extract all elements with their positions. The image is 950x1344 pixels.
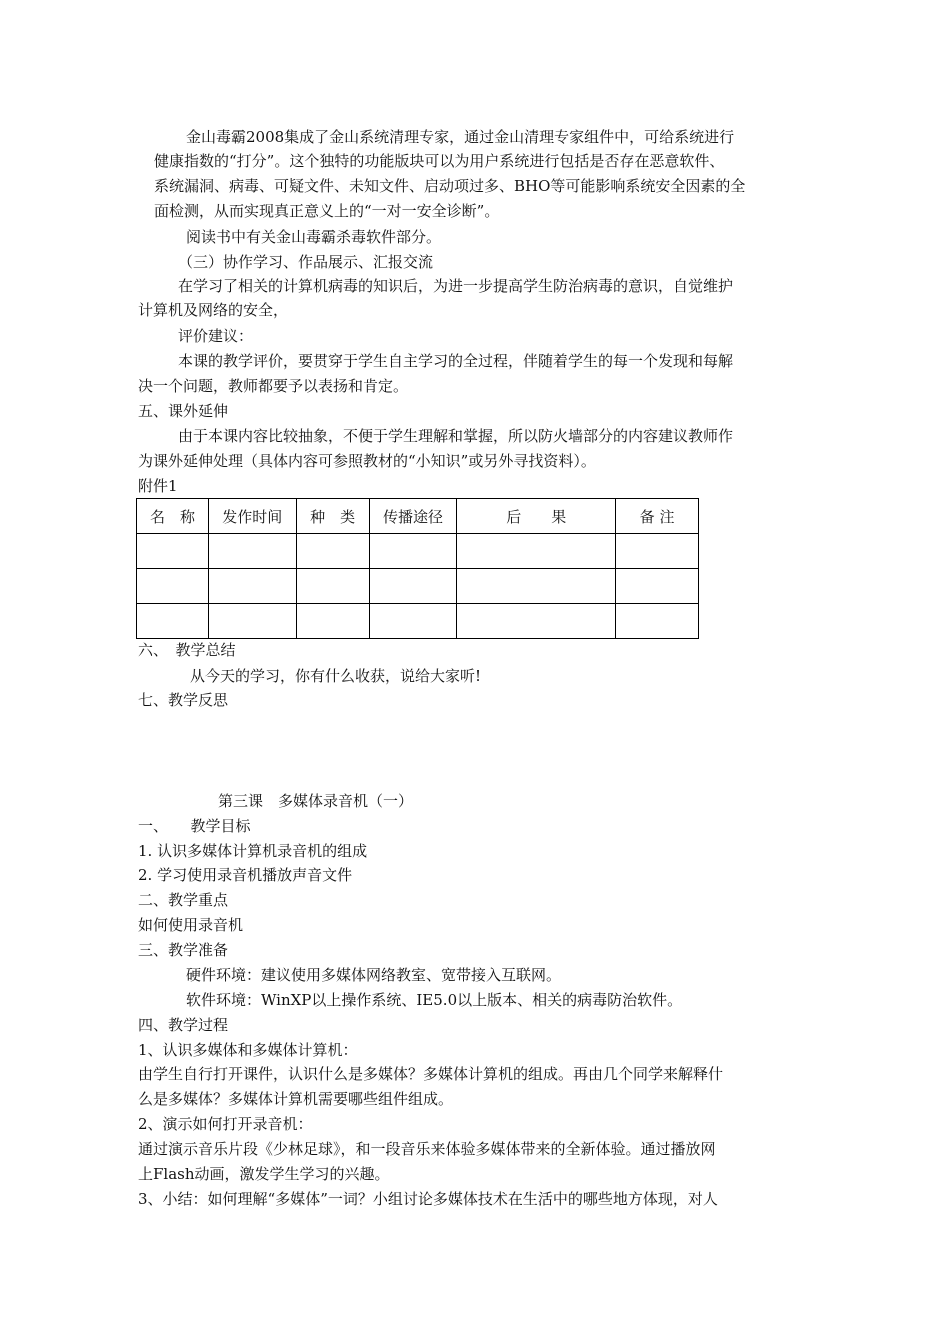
goal-1: 1. 认识多媒体计算机录音机的组成 xyxy=(138,842,368,860)
extension-heading: 五、课外延伸 xyxy=(138,402,229,420)
table-row xyxy=(137,534,699,569)
header-name: 名 称 xyxy=(137,499,209,534)
collab-line-2: 计算机及网络的安全， xyxy=(138,301,289,319)
header-type: 种 类 xyxy=(296,499,369,534)
collab-line-1: 在学习了相关的计算机病毒的知识后，为进一步提高学生防治病毒的意识，自觉维护 xyxy=(178,277,734,295)
step2-line-2: 上Flash动画，激发学生学习的兴趣。 xyxy=(138,1165,390,1183)
summary-heading: 六、 教学总结 xyxy=(138,641,236,659)
reading-note: 阅读书中有关金山毒霸杀毒软件部分。 xyxy=(186,228,442,246)
focus-heading: 二、教学重点 xyxy=(138,891,229,909)
header-route: 传播途径 xyxy=(369,499,457,534)
eval-line-1: 本课的教学评价，要贯穿于学生自主学习的全过程，伴随着学生的每一个发现和每解 xyxy=(178,352,734,370)
intro-line-3: 系统漏洞、病毒、可疑文件、未知文件、启动项过多、BHO等可能影响系统安全因素的全 xyxy=(154,177,746,195)
step2-heading: 2、演示如何打开录音机： xyxy=(138,1115,313,1133)
table-row xyxy=(137,569,699,604)
intro-line-2: 健康指数的“打分”。这个独特的功能版块可以为用户系统进行包括是否存在恶意软件、 xyxy=(154,152,725,170)
intro-line-1: 金山毒霸2008集成了金山系统清理专家，通过金山清理专家组件中，可给系统进行 xyxy=(186,128,735,146)
step1-line-1: 由学生自行打开课件，认识什么是多媒体？多媒体计算机的组成。再由几个同学来解释什 xyxy=(138,1065,724,1083)
goal-2: 2. 学习使用录音机播放声音文件 xyxy=(138,866,353,884)
step3-line: 3、小结：如何理解“多媒体”一词？小组讨论多媒体技术在生活中的哪些地方体现，对人 xyxy=(138,1190,718,1208)
header-result: 后 果 xyxy=(457,499,616,534)
hardware-env: 硬件环境：建议使用多媒体网络教室、宽带接入互联网。 xyxy=(186,966,562,984)
reflection-heading: 七、教学反思 xyxy=(138,691,229,709)
lesson-title: 第三课 多媒体录音机（一） xyxy=(218,792,414,810)
table-row xyxy=(137,604,699,639)
intro-line-4: 面检测，从而实现真正意义上的“一对一安全诊断”。 xyxy=(154,202,500,220)
attachment-label: 附件1 xyxy=(138,477,178,495)
step1-heading: 1、认识多媒体和多媒体计算机： xyxy=(138,1041,358,1059)
extension-line-2: 为课外延伸处理（具体内容可参照教材的“小知识”或另外寻找资料）。 xyxy=(138,452,596,470)
eval-heading: 评价建议： xyxy=(178,327,254,345)
header-time: 发作时间 xyxy=(208,499,296,534)
focus-text: 如何使用录音机 xyxy=(138,916,244,934)
goals-heading: 一、 教学目标 xyxy=(138,817,251,835)
summary-text: 从今天的学习，你有什么收获，说给大家听! xyxy=(190,667,482,685)
collab-heading: （三）协作学习、作品展示、汇报交流 xyxy=(178,253,434,271)
step1-line-2: 么是多媒体？多媒体计算机需要哪些组件组成。 xyxy=(138,1090,454,1108)
software-env: 软件环境：WinXP以上操作系统、IE5.0以上版本、相关的病毒防治软件。 xyxy=(186,991,683,1009)
virus-info-table xyxy=(136,498,699,639)
extension-line-1: 由于本课内容比较抽象，不便于学生理解和掌握，所以防火墙部分的内容建议教师作 xyxy=(178,427,734,445)
table-header-row xyxy=(137,499,699,534)
header-note: 备 注 xyxy=(616,499,699,534)
prep-heading: 三、教学准备 xyxy=(138,941,229,959)
step2-line-1: 通过演示音乐片段《少林足球》，和一段音乐来体验多媒体带来的全新体验。通过播放网 xyxy=(138,1140,716,1158)
process-heading: 四、教学过程 xyxy=(138,1016,229,1034)
eval-line-2: 决一个问题，教师都要予以表扬和肯定。 xyxy=(138,377,409,395)
